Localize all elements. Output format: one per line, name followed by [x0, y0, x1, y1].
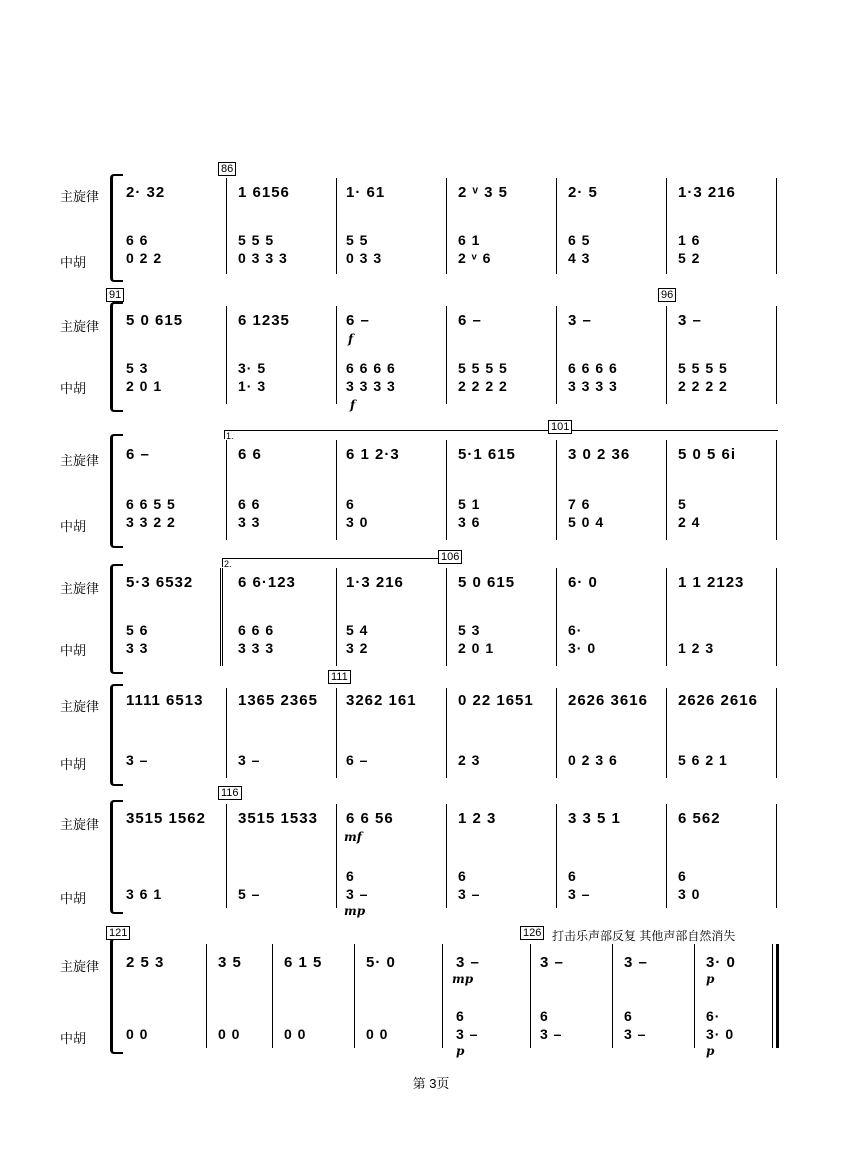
final-barline	[772, 944, 773, 1048]
repeat-barline	[220, 568, 223, 666]
zhonghu-measure-top: 5 4	[346, 622, 369, 638]
melody-measure: 6· 0	[568, 574, 598, 591]
melody-measure: 3 0 2 36	[568, 446, 631, 463]
zhonghu-measure: 3 –	[624, 1026, 647, 1042]
zhonghu-measure: 1 2 3	[678, 640, 715, 656]
melody-measure: 0 22 1651	[458, 692, 534, 709]
zhonghu-measure: 0 0	[284, 1026, 307, 1042]
melody-measure: 6 1235	[238, 312, 290, 329]
dynamic-mark: mf	[344, 830, 362, 844]
zhonghu-measure-top: 6 6 6 6	[346, 360, 396, 376]
part-label-zhonghu: 中胡	[60, 255, 87, 270]
part-label-zhonghu: 中胡	[60, 891, 87, 906]
melody-measure: 3 –	[456, 954, 480, 971]
volta-bracket-1: 1.	[224, 430, 778, 439]
zhonghu-measure: 6 –	[346, 752, 369, 768]
barline	[530, 944, 531, 1048]
melody-measure: 3 –	[678, 312, 702, 329]
rehearsal-mark: 126	[520, 926, 544, 940]
barline	[446, 178, 447, 274]
part-label-zhonghu: 中胡	[60, 643, 87, 658]
barline	[666, 178, 667, 274]
dynamic-mark: p	[456, 1044, 465, 1058]
melody-measure: 6 6·123	[238, 574, 296, 591]
system-brace	[110, 434, 123, 548]
melody-measure: 2626 2616	[678, 692, 758, 709]
part-label-zhonghu: 中胡	[60, 381, 87, 396]
zhonghu-measure-top: 6	[346, 496, 355, 512]
performance-instruction: 打击乐声部反复 其他声部自然消失	[552, 929, 736, 943]
zhonghu-measure: 5 –	[238, 886, 261, 902]
volta-bracket-2: 2.	[222, 558, 444, 567]
dynamic-mark: mp	[452, 972, 474, 986]
zhonghu-measure-top: 6	[456, 1008, 465, 1024]
melody-measure: 5 0 615	[458, 574, 516, 591]
zhonghu-measure: 2 ᵛ 6	[458, 250, 492, 266]
barline	[336, 178, 337, 274]
zhonghu-measure: 3 –	[238, 752, 261, 768]
zhonghu-measure: 0 0	[126, 1026, 149, 1042]
zhonghu-measure-top: 6 6 6	[238, 622, 275, 638]
dynamic-mark: mp	[344, 904, 366, 918]
zhonghu-measure-top: 5 5 5 5	[458, 360, 508, 376]
zhonghu-measure-top: 6	[540, 1008, 549, 1024]
system-4	[0, 548, 862, 678]
zhonghu-measure: 3· 0	[568, 640, 597, 656]
barline	[666, 688, 667, 778]
system-brace	[110, 938, 123, 1054]
zhonghu-measure-top: 7 6	[568, 496, 591, 512]
barline	[446, 688, 447, 778]
zhonghu-measure: 3 –	[540, 1026, 563, 1042]
zhonghu-measure-top: 5 5 5 5	[678, 360, 728, 376]
melody-measure: 2 ᵛ 3 5	[458, 184, 508, 201]
zhonghu-measure: 3 3 2 2	[126, 514, 176, 530]
barline	[556, 568, 557, 666]
barline	[336, 306, 337, 404]
zhonghu-measure-top: 6 6	[126, 232, 149, 248]
barline	[556, 804, 557, 908]
zhonghu-measure: 3 –	[346, 886, 369, 902]
barline	[446, 440, 447, 540]
zhonghu-measure: 3 –	[126, 752, 149, 768]
part-label-zhonghu: 中胡	[60, 519, 87, 534]
zhonghu-measure: 0 2 3 6	[568, 752, 618, 768]
barline	[776, 804, 777, 908]
dynamic-mark: f	[348, 332, 354, 346]
zhonghu-measure: 3 2	[346, 640, 369, 656]
system-brace	[110, 564, 123, 674]
zhonghu-measure: 4 3	[568, 250, 591, 266]
zhonghu-measure-top: 6	[568, 868, 577, 884]
melody-measure: 3262 161	[346, 692, 417, 709]
zhonghu-measure-top: 5 6	[126, 622, 149, 638]
barline	[666, 804, 667, 908]
melody-measure: 6 562	[678, 810, 721, 827]
barline	[206, 944, 207, 1048]
system-brace	[110, 684, 123, 786]
zhonghu-measure: 5 6 2 1	[678, 752, 728, 768]
melody-measure: 3· 0	[706, 954, 736, 971]
melody-measure: 1365 2365	[238, 692, 318, 709]
zhonghu-measure-top: 6·	[706, 1008, 721, 1024]
barline	[666, 568, 667, 666]
barline	[776, 178, 777, 274]
part-label-melody: 主旋律	[60, 959, 100, 974]
melody-measure: 1 2 3	[458, 810, 497, 827]
melody-measure: 6 –	[458, 312, 482, 329]
melody-measure: 5 0 5 6i	[678, 446, 737, 463]
melody-measure: 6 1 2·3	[346, 446, 400, 463]
barline	[336, 440, 337, 540]
barline	[336, 568, 337, 666]
melody-measure: 2626 3616	[568, 692, 648, 709]
barline	[556, 178, 557, 274]
zhonghu-measure: 5 0 4	[568, 514, 605, 530]
zhonghu-measure: 3 0	[346, 514, 369, 530]
barline	[442, 944, 443, 1048]
part-label-zhonghu: 中胡	[60, 1031, 87, 1046]
system-brace	[110, 174, 123, 282]
barline	[666, 440, 667, 540]
barline	[776, 688, 777, 778]
barline	[226, 178, 227, 274]
barline	[226, 804, 227, 908]
melody-measure: 6 6	[238, 446, 262, 463]
zhonghu-measure: 0 2 2	[126, 250, 163, 266]
zhonghu-measure: 3 3	[126, 640, 149, 656]
rehearsal-mark: 111	[328, 670, 351, 684]
system-7	[0, 922, 862, 1062]
melody-measure: 1 1 2123	[678, 574, 745, 591]
zhonghu-measure: 3 –	[568, 886, 591, 902]
barline	[776, 440, 777, 540]
zhonghu-measure-top: 6	[458, 868, 467, 884]
dynamic-mark: p	[706, 1044, 715, 1058]
zhonghu-measure-top: 5 3	[458, 622, 481, 638]
rehearsal-mark: 106	[438, 550, 462, 564]
rehearsal-mark: 121	[106, 926, 130, 940]
zhonghu-measure: 3 6 1	[126, 886, 163, 902]
page-number: 第 3页	[412, 1076, 450, 1091]
zhonghu-measure-top: 5 3	[126, 360, 149, 376]
melody-measure: 6 –	[346, 312, 370, 329]
barline	[556, 306, 557, 404]
melody-measure: 1·3 216	[678, 184, 736, 201]
rehearsal-mark: 91	[106, 288, 124, 302]
zhonghu-measure-top: 6 5	[568, 232, 591, 248]
melody-measure: 6 1 5	[284, 954, 323, 971]
zhonghu-measure: 3 3 3	[238, 640, 275, 656]
melody-measure: 2· 5	[568, 184, 598, 201]
zhonghu-measure: 2 2 2 2	[678, 378, 728, 394]
rehearsal-mark: 86	[218, 162, 236, 176]
zhonghu-measure: 1· 3	[238, 378, 267, 394]
melody-measure: 1· 61	[346, 184, 386, 201]
zhonghu-measure: 3 3 3 3	[346, 378, 396, 394]
zhonghu-measure: 3 0	[678, 886, 701, 902]
barline	[612, 944, 613, 1048]
barline	[776, 306, 777, 404]
zhonghu-measure-top: 5 1	[458, 496, 481, 512]
zhonghu-measure: 0 3 3 3	[238, 250, 288, 266]
zhonghu-measure-top: 6 1	[458, 232, 481, 248]
melody-measure: 2· 32	[126, 184, 166, 201]
zhonghu-measure-top: 6·	[568, 622, 583, 638]
barline	[336, 804, 337, 908]
zhonghu-measure-top: 1 6	[678, 232, 701, 248]
zhonghu-measure: 0 0	[218, 1026, 241, 1042]
melody-measure: 5·1 615	[458, 446, 516, 463]
melody-measure: 3 –	[540, 954, 564, 971]
melody-measure: 5 0 615	[126, 312, 184, 329]
rehearsal-mark: 116	[218, 786, 242, 800]
barline	[446, 804, 447, 908]
zhonghu-measure: 3 –	[458, 886, 481, 902]
rehearsal-mark: 96	[658, 288, 676, 302]
barline	[354, 944, 355, 1048]
system-5	[0, 668, 862, 788]
rehearsal-mark: 101	[548, 420, 572, 434]
barline	[556, 440, 557, 540]
melody-measure: 6 6 56	[346, 810, 394, 827]
zhonghu-measure: 0 3 3	[346, 250, 383, 266]
zhonghu-measure-top: 6	[624, 1008, 633, 1024]
barline	[694, 944, 695, 1048]
zhonghu-measure: 5 2	[678, 250, 701, 266]
melody-measure: 5· 0	[366, 954, 396, 971]
barline	[272, 944, 273, 1048]
barline	[446, 306, 447, 404]
system-3	[0, 420, 862, 550]
part-label-melody: 主旋律	[60, 699, 100, 714]
melody-measure: 3515 1562	[126, 810, 206, 827]
barline	[226, 688, 227, 778]
zhonghu-measure-top: 5	[678, 496, 687, 512]
barline	[336, 688, 337, 778]
zhonghu-measure-top: 5 5 5	[238, 232, 275, 248]
zhonghu-measure: 2 4	[678, 514, 701, 530]
barline	[226, 440, 227, 540]
part-label-melody: 主旋律	[60, 581, 100, 596]
dynamic-mark: f	[350, 398, 356, 412]
zhonghu-measure-top: 6	[346, 868, 355, 884]
zhonghu-measure: 2 3	[458, 752, 481, 768]
melody-measure: 3 –	[568, 312, 592, 329]
melody-measure: 3 5	[218, 954, 242, 971]
zhonghu-measure: 2 0 1	[126, 378, 163, 394]
melody-measure: 3 –	[624, 954, 648, 971]
barline	[446, 568, 447, 666]
zhonghu-measure: 0 0	[366, 1026, 389, 1042]
system-brace	[110, 302, 123, 412]
part-label-zhonghu: 中胡	[60, 757, 87, 772]
zhonghu-measure: 3 3	[238, 514, 261, 530]
barline	[556, 688, 557, 778]
melody-measure: 1111 6513	[126, 692, 204, 709]
zhonghu-measure-top: 6 6 6 6	[568, 360, 618, 376]
part-label-melody: 主旋律	[60, 189, 100, 204]
barline	[226, 306, 227, 404]
melody-measure: 3515 1533	[238, 810, 318, 827]
zhonghu-measure-top: 6 6	[238, 496, 261, 512]
zhonghu-measure-top: 6 6 5 5	[126, 496, 176, 512]
zhonghu-measure-top: 6	[678, 868, 687, 884]
dynamic-mark: p	[706, 972, 715, 986]
part-label-melody: 主旋律	[60, 319, 100, 334]
system-brace	[110, 800, 123, 914]
melody-measure: 1·3 216	[346, 574, 404, 591]
final-barline-thick	[776, 944, 779, 1048]
zhonghu-measure: 2 2 2 2	[458, 378, 508, 394]
melody-measure: 5·3 6532	[126, 574, 194, 591]
system-2	[0, 286, 862, 416]
melody-measure: 6 –	[126, 446, 150, 463]
barline	[666, 306, 667, 404]
barline	[776, 568, 777, 666]
zhonghu-measure: 2 0 1	[458, 640, 495, 656]
zhonghu-measure-top: 5 5	[346, 232, 369, 248]
zhonghu-measure-top: 3· 5	[238, 360, 267, 376]
melody-measure: 2 5 3	[126, 954, 165, 971]
part-label-melody: 主旋律	[60, 817, 100, 832]
melody-measure: 3 3 5 1	[568, 810, 621, 827]
zhonghu-measure: 3 –	[456, 1026, 479, 1042]
zhonghu-measure: 3· 0	[706, 1026, 735, 1042]
zhonghu-measure: 3 3 3 3	[568, 378, 618, 394]
part-label-melody: 主旋律	[60, 453, 100, 468]
zhonghu-measure: 3 6	[458, 514, 481, 530]
system-1	[0, 160, 862, 280]
melody-measure: 1 6156	[238, 184, 290, 201]
system-6	[0, 784, 862, 916]
